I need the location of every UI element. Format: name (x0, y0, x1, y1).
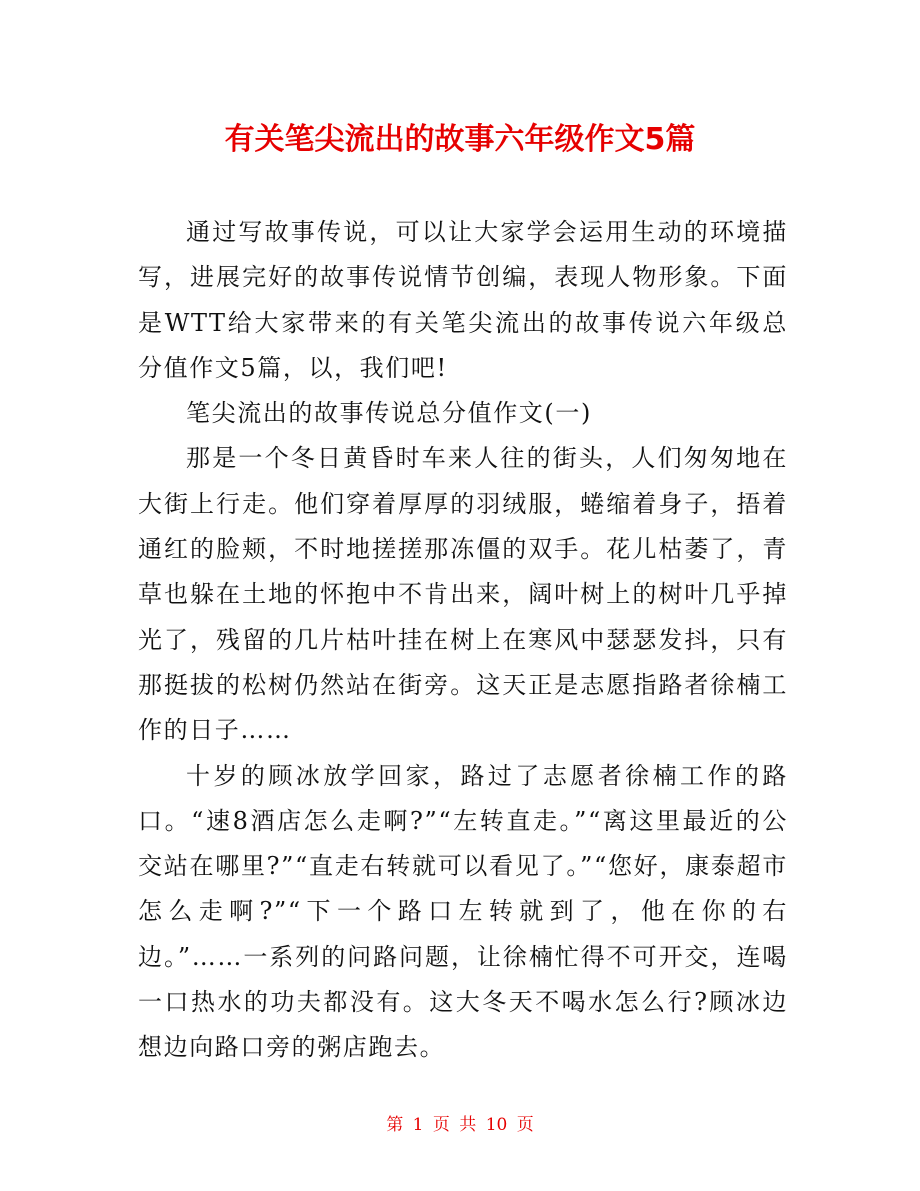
page-number-footer: 第 1 页 共 10 页 (386, 1115, 534, 1135)
document-body (138, 210, 788, 1071)
document-title: 有关笔尖流出的故事六年级作文5篇 (224, 122, 696, 157)
story-paragraph-2: 十岁的顾冰放学回家，路过了志愿者徐楠工作的路口。“速8酒店怎么走啊?”“左转直走。”“离这里最近的公交站在哪里?”“直走右转就可以看见了。”“您好，康泰超市怎么走啊?”“下一个路口左转就到了，他在你的右边。”……一系列的问路问题，让徐楠忙得不可开交，连喝一口热水的功夫都没有。这大冬天不喝水怎么行?顾冰边想边向路口旁的粥店跑去。 (138, 761, 788, 1062)
section-heading: 笔尖流出的故事传说总分值作文(一) (186, 399, 592, 428)
intro-paragraph: 通过写故事传说，可以让大家学会运用生动的环境描写，进展完好的故事传说情节创编，表现人物形象。下面是WTT给大家带来的有关笔尖流出的故事传说六年级总分值作文5篇，以，我们吧! (138, 218, 788, 382)
story-paragraph-1: 那是一个冬日黄昏时车来人往的街头，人们匆匆地在大街上行走。他们穿着厚厚的羽绒服，蜷缩着身子，捂着通红的脸颊，不时地搓搓那冻僵的双手。花儿枯萎了，青草也躲在土地的怀抱中不肯出来，阔叶树上的树叶几乎掉光了，残留的几片枯叶挂在树上在寒风中瑟瑟发抖，只有那挺拔的松树仍然站在街旁。这天正是志愿指路者徐楠工作的日子…… (138, 444, 788, 745)
